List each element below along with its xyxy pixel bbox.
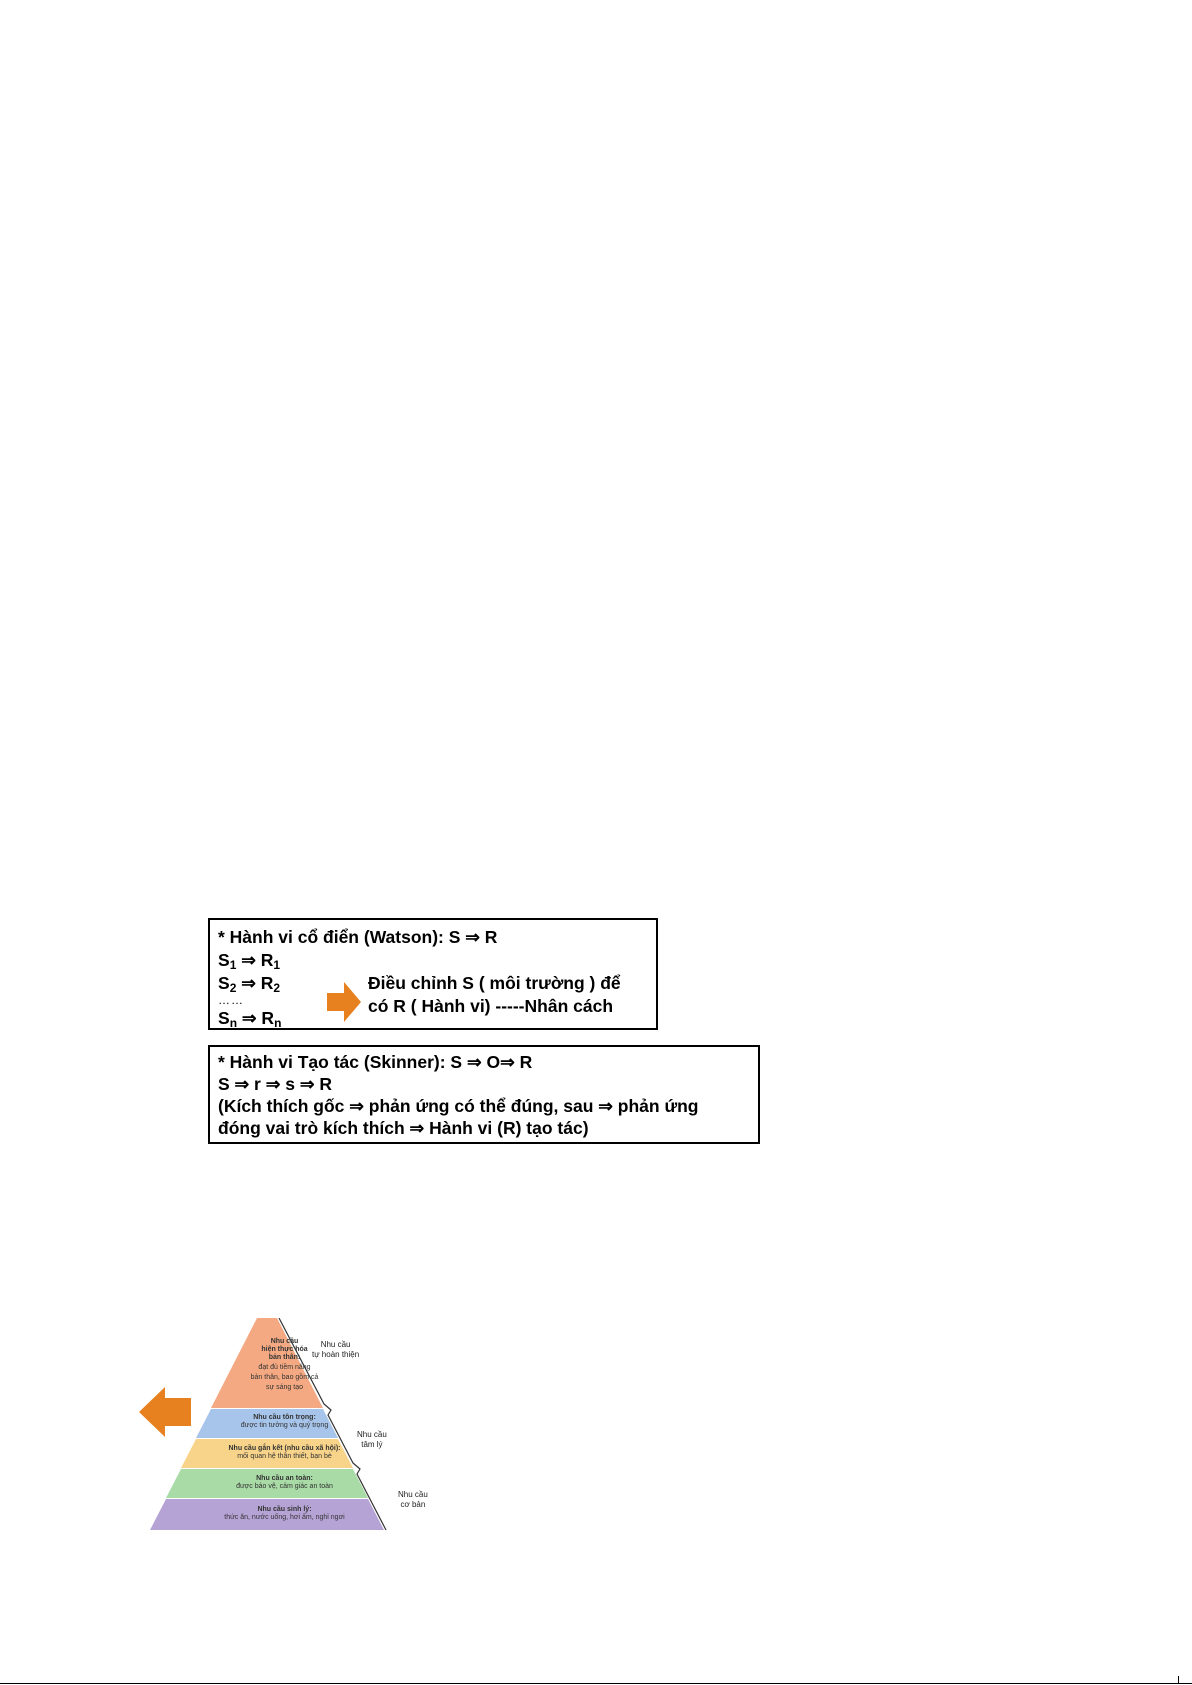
watson-conclusion-line-2: có R ( Hành vi) -----Nhân cách xyxy=(368,996,614,1016)
group-label-self-fulfillment: Nhu cầu tự hoàn thiện xyxy=(312,1340,360,1359)
watson-ellipsis: …… xyxy=(218,993,244,1007)
watson-title: * Hành vi cổ điển (Watson): S ⇒ R xyxy=(218,927,498,947)
watson-row-2: $S_2$ ⇒ $R_2$ xyxy=(218,973,281,995)
skinner-title: * Hành vi Tạo tác (Skinner): S ⇒ O⇒ R xyxy=(218,1052,533,1072)
level-physiological-text: Nhu cầu sinh lý: thức ăn, nước uống, hơi ấm, nghỉ ngơi xyxy=(224,1506,345,1521)
group-label-basic: Nhu cầu cơ bản xyxy=(398,1490,428,1509)
level-esteem-text: Nhu cầu tôn trọng: được tin tưởng và quý trọng xyxy=(240,1414,329,1429)
watson-behavior-box xyxy=(208,918,658,1030)
skinner-explanation-2: đóng vai trò kích thích ⇒ Hành vi (R) tạo tác) xyxy=(218,1118,589,1138)
page-bottom-rule xyxy=(0,1683,1192,1684)
skinner-behavior-box xyxy=(208,1045,760,1144)
watson-row-n: $S_n$ ⇒ $R_n$ xyxy=(218,1008,282,1030)
watson-conclusion xyxy=(368,972,654,1018)
skinner-chain: S ⇒ r ⇒ s ⇒ R xyxy=(218,1074,333,1094)
level-self-actualization-text: Nhu cầu hiện thực hóa bản thân: đạt đủ tiềm năng bản thân, bao gồm cả sự sáng tạo xyxy=(250,1338,319,1391)
maslow-pyramid xyxy=(132,1318,437,1532)
group-label-psychological: Nhu cầu tâm lý xyxy=(357,1430,387,1449)
level-safety-text: Nhu cầu an toàn: được bảo vệ, cảm giác an toàn xyxy=(236,1475,333,1490)
skinner-explanation-1: (Kích thích gốc ⇒ phản ứng có thể đúng, sau ⇒ phản ứng xyxy=(218,1096,699,1116)
level-belonging-text: Nhu cầu gắn kết (nhu cầu xã hội): mối quan hệ thân thiết, bạn bè xyxy=(228,1445,341,1460)
arrow-right-icon xyxy=(327,982,361,1022)
watson-row-1: $S_1$ ⇒ $R_1$ xyxy=(218,950,281,972)
page-bottom-tick xyxy=(1178,1676,1179,1684)
watson-conclusion-line-1: Điều chỉnh S ( môi trường ) để xyxy=(368,973,621,993)
